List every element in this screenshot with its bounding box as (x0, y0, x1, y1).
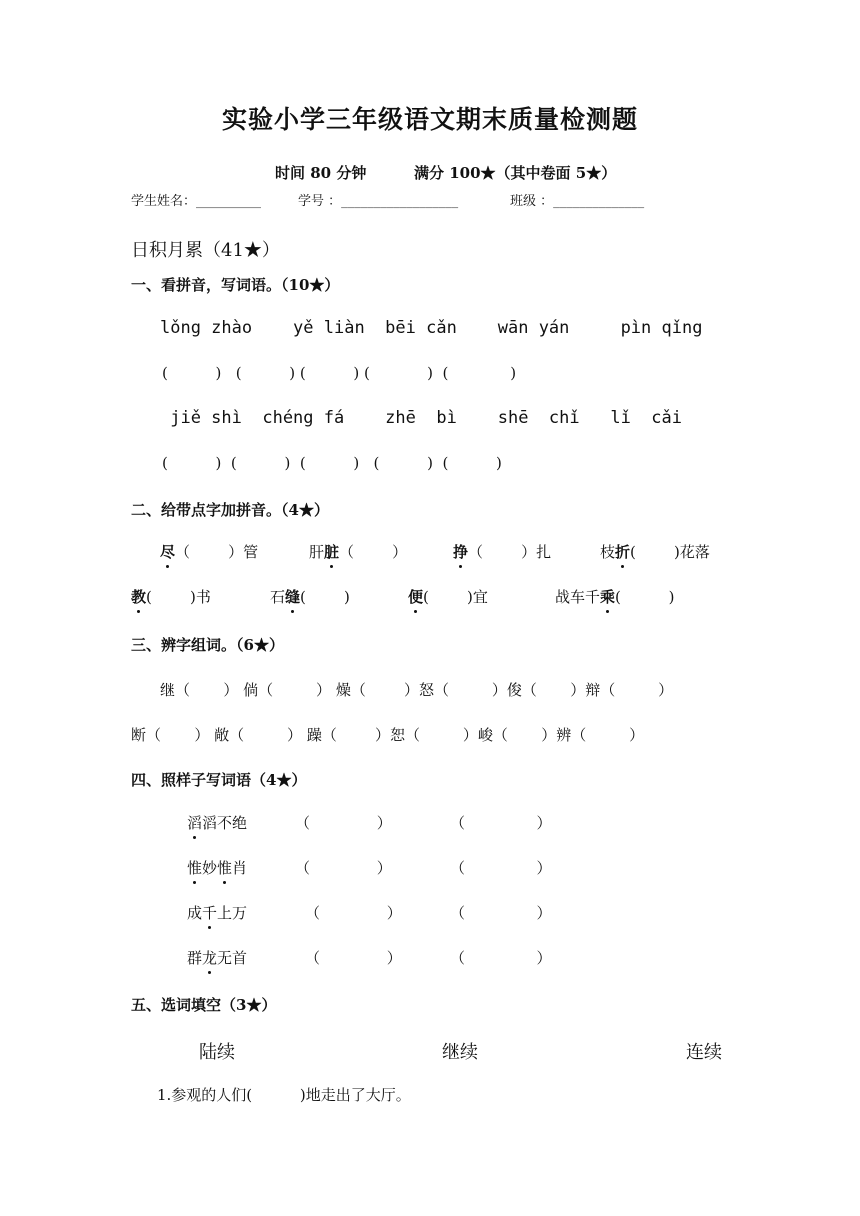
q4-blank[interactable]: （ ） (305, 949, 402, 967)
q2-item[interactable]: 石缝( ) (270, 588, 350, 606)
q4-example-word: 群龙无首 (187, 949, 248, 967)
q2-item[interactable]: 肝脏（ ） (309, 543, 408, 561)
q4-example-word: 成千上万 (187, 904, 248, 922)
q1-pinyin-row-1: lǒng zhào yě liàn bēi cǎn wān yán pìn qǐng (160, 318, 703, 338)
dotted-char: 脏 (324, 543, 340, 561)
q4-blank[interactable]: （ ） (450, 859, 552, 877)
dotted-char: 缝 (285, 588, 301, 606)
question-1-heading: 一、看拼音，写词语。（10★） (131, 276, 340, 294)
q2-item[interactable]: 战车千乘( ) (555, 588, 675, 606)
q2-item[interactable]: 挣（ ）扎 (453, 543, 552, 561)
q5-item-1[interactable]: 1.参观的人们( )地走出了大厅。 (157, 1086, 411, 1104)
q4-blank[interactable]: （ ） (305, 904, 402, 922)
student-number-field[interactable]: 学号 ：__________________ (298, 194, 459, 209)
q4-example-word: 滔滔不绝 (187, 814, 248, 832)
dotted-char: 教 (131, 588, 147, 606)
q3-row-1[interactable]: 继（ ） 倘（ ） 燥（ ）怒（ ）俊（ ）辩（ ） (160, 681, 674, 699)
part-heading: 日积月累（41★） (131, 240, 280, 261)
class-field[interactable]: 班级 ：______________ (510, 194, 645, 209)
q4-blank[interactable]: （ ） (295, 814, 392, 832)
q3-row-2[interactable]: 断（ ） 敞（ ） 躁（ ）恕（ ）峻（ ）辨（ ） (131, 726, 645, 744)
question-5-heading: 五、选词填空（3★） (131, 996, 277, 1014)
question-3-heading: 三、辨字组词。（6★） (131, 636, 284, 654)
student-name-field[interactable]: 学生姓名：__________ (131, 194, 262, 209)
question-2-heading: 二、给带点字加拼音。（4★） (131, 501, 329, 519)
q2-item[interactable]: 枝折( )花落 (600, 543, 710, 561)
exam-score: 满分 100★（其中卷面 5★） (414, 164, 617, 182)
q4-blank[interactable]: （ ） (450, 904, 552, 922)
q4-blank[interactable]: （ ） (450, 814, 552, 832)
q2-item[interactable]: 尽（ ）管 (160, 543, 259, 561)
dotted-char: 折 (615, 543, 631, 561)
dotted-char: 乘 (600, 588, 616, 606)
q4-blank[interactable]: （ ） (450, 949, 552, 967)
dotted-char: 尽 (160, 543, 176, 561)
q2-item[interactable]: 教( )书 (131, 588, 211, 606)
q1-blanks-row-1[interactable]: ( ) ( ) ( ) ( ) ( ) (162, 364, 517, 382)
dotted-char: 便 (408, 588, 424, 606)
q5-option: 继续 (442, 1042, 478, 1063)
q2-item[interactable]: 便( )宜 (408, 588, 488, 606)
q4-blank[interactable]: （ ） (295, 859, 392, 877)
q1-pinyin-row-2: jiě shì chéng fá zhē bì shē chǐ lǐ cǎi (160, 408, 682, 428)
q5-option: 连续 (686, 1042, 722, 1063)
exam-time: 时间 80 分钟 (275, 164, 367, 182)
dotted-char: 挣 (453, 543, 469, 561)
page-title: 实验小学三年级语文期末质量检测题 (221, 105, 638, 134)
q1-blanks-row-2[interactable]: ( ) ( ) ( ) ( ) ( ) (162, 454, 502, 472)
question-4-heading: 四、照样子写词语（4★） (131, 771, 307, 789)
q5-option: 陆续 (199, 1042, 235, 1063)
q4-example-word: 惟妙惟肖 (187, 859, 248, 877)
